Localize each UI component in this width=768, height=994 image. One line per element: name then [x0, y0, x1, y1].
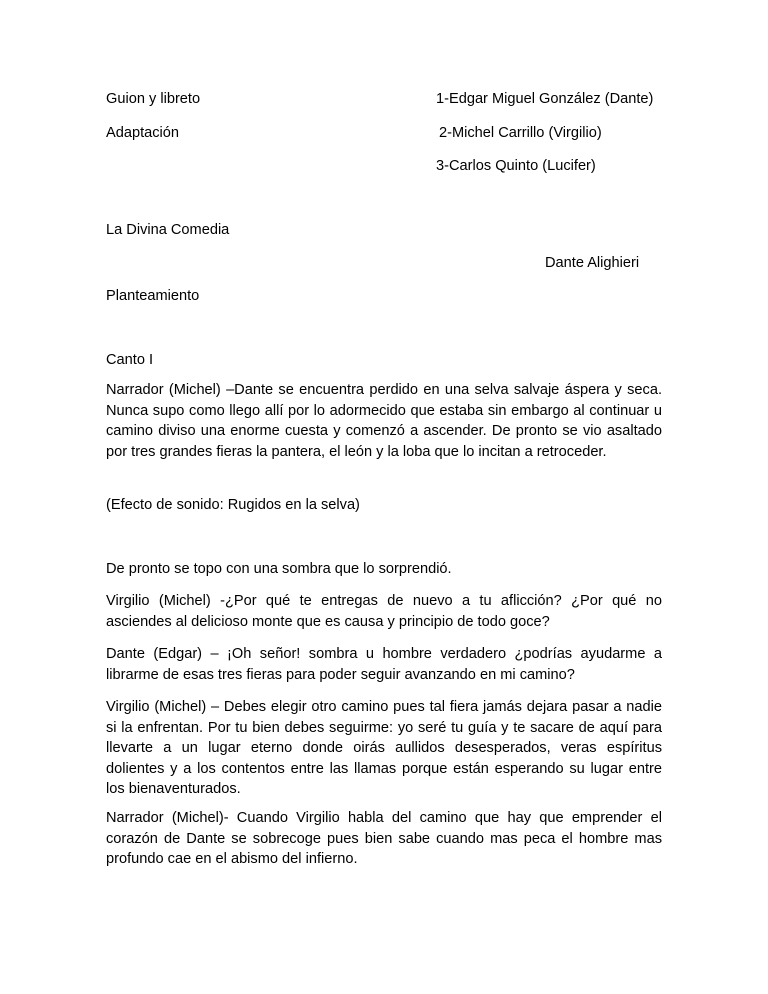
paragraph-virgilio-2: Virgilio (Michel) – Debes elegir otro camino pues tal fiera jamás dejara pasar a nadie si la enfrentan. Por tu bien debes seguirme: yo seré tu guía y te sacare de aquí para llevarte a un lugar eterno donde oirás aullidos desesperados, veras espíritus dolientes y a los contentos entre las llamas porque están esperando su lugar entre los bienaventurados.: [106, 699, 662, 798]
canto-heading: Canto I: [106, 352, 154, 368]
paragraph-narrador-1: Narrador (Michel) –Dante se encuentra perdido en una selva salvaje áspera y seca. Nunca supo como llego allí por lo adormecido que estaba sin embargo al continuar u camino diviso una enorme cuesta y comenzó a ascender. De pronto se vio asaltado por tres grandes fieras la pantera, el león y la loba que lo incitan a retroceder.: [106, 382, 662, 460]
work-title: La Divina Comedia: [106, 222, 230, 238]
section-heading: Planteamiento: [106, 288, 200, 304]
cast-member-dante: 1-Edgar Miguel González (Dante): [436, 91, 654, 107]
paragraph-sound-effect: (Efecto de sonido: Rugidos en la selva): [106, 497, 360, 513]
header-adaptacion: Adaptación: [106, 125, 180, 141]
cast-member-lucifer: 3-Carlos Quinto (Lucifer): [436, 158, 596, 174]
cast-member-virgilio: 2-Michel Carrillo (Virgilio): [439, 125, 602, 141]
paragraph-narrador-2: Narrador (Michel)- Cuando Virgilio habla del camino que hay que emprender el corazón de Dante se sobrecoge pues bien sabe cuando mas peca el hombre mas profundo cae en el abismo del infierno.: [106, 810, 662, 868]
paragraph-virgilio-1: Virgilio (Michel) -¿Por qué te entregas de nuevo a tu aflicción? ¿Por qué no asciendes al delicioso monte que es causa y principio de todo goce?: [106, 593, 662, 630]
paragraph-dante-1: Dante (Edgar) – ¡Oh señor! sombra u hombre verdadero ¿podrías ayudarme a librarme de esas tres fieras para poder seguir avanzando en mi camino?: [106, 646, 662, 683]
work-author: Dante Alighieri: [545, 255, 640, 271]
paragraph-sombra: De pronto se topo con una sombra que lo sorprendió.: [106, 561, 452, 577]
header-guion: Guion y libreto: [106, 91, 201, 107]
